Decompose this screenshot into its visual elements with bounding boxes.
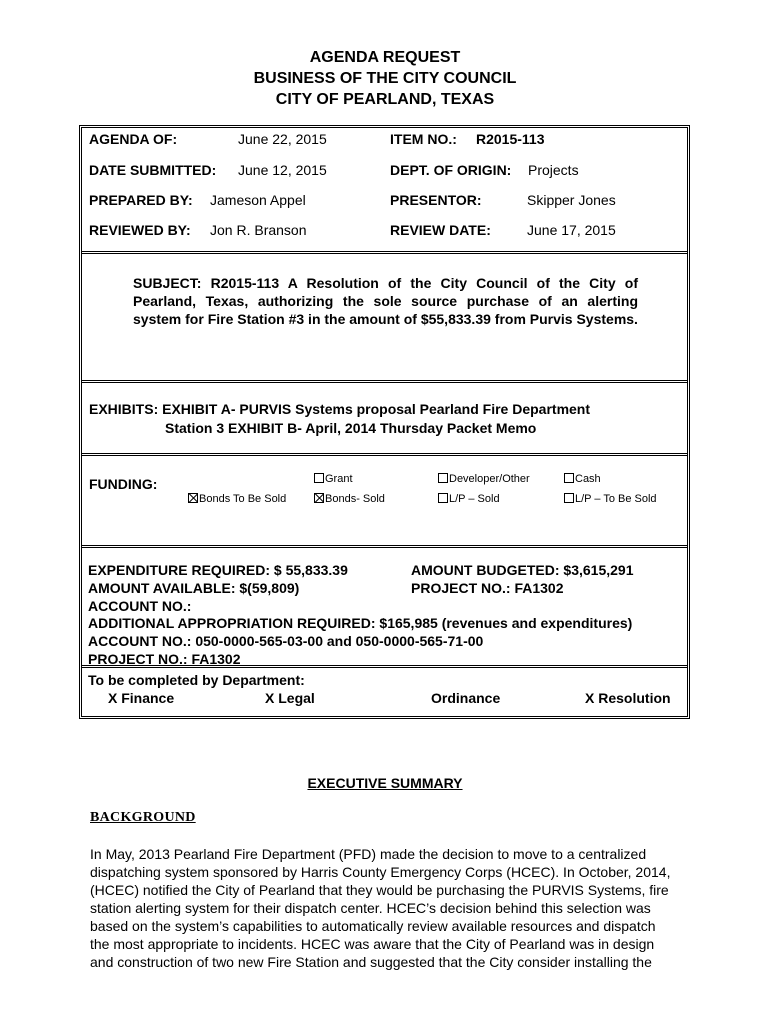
exhibits-line-2: Station 3 EXHIBIT B- April, 2014 Thursday Packet Memo bbox=[165, 420, 537, 436]
paragraph-line: and construction of two new Fire Station and suggested that the City consider installing the bbox=[90, 954, 652, 970]
background-heading: BACKGROUND bbox=[90, 810, 196, 825]
paragraph-line: dispatching system sponsored by Harris County Emergency Corps (HCEC). In October, 2014, bbox=[90, 864, 671, 880]
review-date-value: June 17, 2015 bbox=[527, 222, 616, 238]
finance-mark: X Finance bbox=[108, 690, 175, 706]
executive-summary-heading: EXECUTIVE SUMMARY bbox=[307, 775, 463, 791]
review-date-label: REVIEW DATE: bbox=[390, 222, 491, 238]
checkbox-unchecked-icon bbox=[438, 493, 448, 503]
funding-lp-sold: L/P – Sold bbox=[438, 493, 500, 506]
checkbox-unchecked-icon bbox=[564, 493, 574, 503]
header-line-1: AGENDA REQUEST bbox=[309, 49, 461, 66]
section-divider bbox=[81, 453, 688, 456]
prepared-by-value: Jameson Appel bbox=[210, 192, 306, 208]
reviewed-by-label: REVIEWED BY: bbox=[89, 222, 191, 238]
project-no-2: PROJECT NO.: FA1302 bbox=[88, 651, 241, 667]
funding-bonds-to-be-sold: Bonds To Be Sold bbox=[188, 493, 286, 506]
paragraph-line: station alerting system for their dispatch center. HCEC’s decision behind this selection was bbox=[90, 900, 651, 916]
project-no-1: PROJECT NO.: FA1302 bbox=[411, 580, 564, 596]
item-no-value: R2015-113 bbox=[476, 131, 545, 147]
date-submitted-value: June 12, 2015 bbox=[238, 162, 327, 178]
section-divider bbox=[81, 251, 688, 254]
background-paragraph bbox=[90, 845, 682, 971]
checkbox-checked-icon bbox=[188, 493, 198, 503]
agenda-of-label: AGENDA OF: bbox=[89, 131, 178, 147]
subject-text: SUBJECT: R2015-113 A Resolution of the City Council of the City of Pearland, Texas, authorizing the sole source purchase of an alerting system for Fire Station #3 in the amount of $55,833.39 from Purvis Systems. bbox=[133, 275, 638, 327]
completed-by-department: To be completed by Department: bbox=[88, 672, 305, 688]
agenda-of-value: June 22, 2015 bbox=[238, 131, 327, 147]
amount-available: AMOUNT AVAILABLE: $(59,809) bbox=[88, 580, 300, 596]
prepared-by-label: PREPARED BY: bbox=[89, 192, 193, 208]
paragraph-line: (HCEC) notified the City of Pearland that they would be purchasing the PURVIS Systems, fire bbox=[90, 882, 669, 898]
header-line-2: BUSINESS OF THE CITY COUNCIL bbox=[253, 70, 517, 87]
presentor-label: PRESENTOR: bbox=[390, 192, 482, 208]
dept-origin-value: Projects bbox=[528, 162, 579, 178]
resolution-mark: X Resolution bbox=[585, 690, 671, 706]
paragraph-line: the most appropriate to incidents. HCEC was aware that the City of Pearland was in design bbox=[90, 936, 655, 952]
section-divider bbox=[81, 380, 688, 383]
presentor-value: Skipper Jones bbox=[527, 192, 616, 208]
funding-bonds-sold: Bonds- Sold bbox=[314, 493, 385, 506]
ordinance-mark: Ordinance bbox=[431, 690, 501, 706]
paragraph-line: based on the system’s capabilities to automatically review available resources and dispatch bbox=[90, 918, 656, 934]
account-no-1: ACCOUNT NO.: bbox=[88, 598, 192, 614]
funding-cash: Cash bbox=[564, 473, 601, 486]
additional-appropriation: ADDITIONAL APPROPRIATION REQUIRED: $165,985 (revenues and expenditures) bbox=[88, 615, 633, 631]
amount-budgeted: AMOUNT BUDGETED: $3,615,291 bbox=[411, 562, 634, 578]
section-divider bbox=[81, 545, 688, 548]
dept-origin-label: DEPT. OF ORIGIN: bbox=[390, 162, 512, 178]
funding-lp-to-be-sold: L/P – To Be Sold bbox=[564, 493, 657, 506]
checkbox-unchecked-icon bbox=[314, 473, 324, 483]
exhibits-line-1: EXHIBITS: EXHIBIT A- PURVIS Systems proposal Pearland Fire Department bbox=[89, 401, 591, 417]
item-no-label: ITEM NO.: bbox=[390, 131, 457, 147]
funding-grant: Grant bbox=[314, 473, 353, 486]
legal-mark: X Legal bbox=[265, 690, 315, 706]
paragraph-line: In May, 2013 Pearland Fire Department (PFD) made the decision to move to a centralized bbox=[90, 846, 647, 862]
checkbox-checked-icon bbox=[314, 493, 324, 503]
date-submitted-label: DATE SUBMITTED: bbox=[89, 162, 217, 178]
funding-label: FUNDING: bbox=[89, 476, 158, 492]
account-no-2: ACCOUNT NO.: 050-0000-565-03-00 and 050-0000-565-71-00 bbox=[88, 633, 484, 649]
expenditure-required: EXPENDITURE REQUIRED: $ 55,833.39 bbox=[88, 562, 348, 578]
checkbox-unchecked-icon bbox=[438, 473, 448, 483]
header-line-3: CITY OF PEARLAND, TEXAS bbox=[275, 91, 495, 108]
checkbox-unchecked-icon bbox=[564, 473, 574, 483]
reviewed-by-value: Jon R. Branson bbox=[210, 222, 307, 238]
funding-developer-other: Developer/Other bbox=[438, 473, 530, 486]
